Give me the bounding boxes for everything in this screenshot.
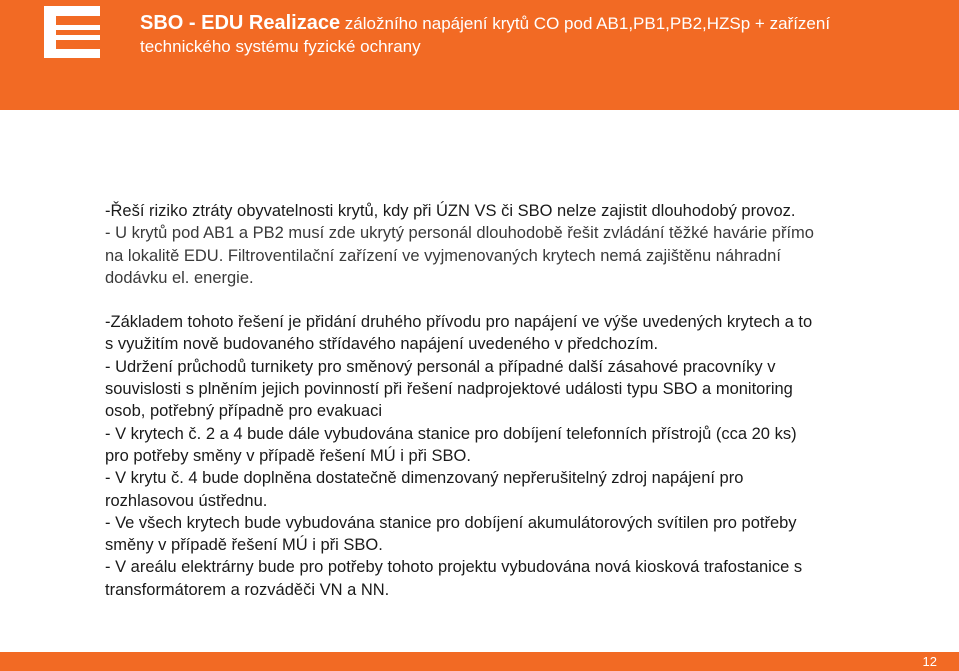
para2-line: - V areálu elektrárny bude pro potřeby tohoto projektu vybudována nová kiosková trafostanice s bbox=[105, 558, 803, 577]
slide-header bbox=[0, 0, 959, 110]
para2-line: -Základem tohoto řešení je přidání druhého přívodu pro napájení ve výše uvedených krytech a to bbox=[105, 313, 813, 332]
para2-line: - V krytech č. 2 a 4 bude dále vybudována stanice pro dobíjení telefonních přístrojů (cca 20 ks) bbox=[105, 424, 797, 443]
para1-line: -Řeší riziko ztráty obyvatelnosti krytů, kdy při ÚZN VS či SBO nelze zajistit dlouhodobý provoz. bbox=[105, 202, 796, 220]
para2-line: - Udržení průchodů turnikety pro směnový personál a případné další zásahové pracovníky v bbox=[105, 357, 776, 376]
title-line2: technického systému fyzické ochrany bbox=[140, 37, 421, 56]
para1-line: dodávku el. energie. bbox=[105, 268, 254, 287]
para2-line: transformátorem a rozváděči VN a NN. bbox=[105, 580, 390, 599]
para1-line: - U krytů pod AB1 a PB2 musí zde ukrytý personál dlouhodobě řešit zvládání těžké havárie přímo bbox=[105, 224, 814, 243]
slide-body bbox=[105, 200, 905, 601]
para1-line: na lokalitě EDU. Filtroventilační zařízení ve vyjmenovaných krytech nemá zajištěnu náhradní bbox=[105, 246, 781, 265]
paragraph-gap bbox=[105, 289, 905, 311]
slide-title bbox=[140, 12, 940, 58]
slide-footer bbox=[0, 652, 959, 671]
para2-line: souvislosti s plněním jejich povinností při řešení nadprojektové události typu SBO a monitoring bbox=[105, 380, 793, 399]
para2-line: rozhlasovou ústřednu. bbox=[105, 491, 268, 510]
cez-logo-icon bbox=[44, 6, 100, 58]
title-strong: SBO - EDU Realizace bbox=[140, 12, 341, 34]
para2-line: osob, potřebný případně pro evakuaci bbox=[105, 402, 383, 421]
para2-line: pro potřeby směny v případě řešení MÚ i při SBO. bbox=[105, 446, 471, 465]
para2-line: - V krytu č. 4 bude doplněna dostatečně dimenzovaný nepřerušitelný zdroj napájení pro bbox=[105, 469, 744, 488]
para2-line: směny v případě řešení MÚ i při SBO. bbox=[105, 536, 383, 555]
title-rest: záložního napájení krytů CO pod AB1,PB1,PB2,HZSp + zařízení bbox=[340, 14, 831, 33]
para2-line: s využitím nově budovaného střídavého napájení uvedeného v předchozím. bbox=[105, 335, 659, 354]
page-number: 12 bbox=[922, 654, 937, 669]
para2-line: - Ve všech krytech bude vybudována stanice pro dobíjení akumulátorových svítilen pro potřeby bbox=[105, 513, 797, 532]
